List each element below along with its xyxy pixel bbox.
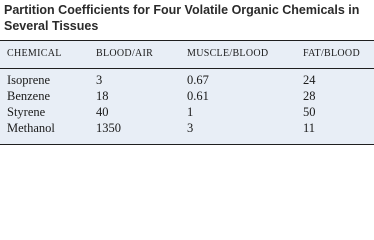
table-row bbox=[0, 104, 374, 120]
column-header-muscle-blood: MUSCLE/BLOOD bbox=[187, 48, 269, 59]
cell-blood-air: 40 bbox=[96, 105, 109, 119]
table-row bbox=[0, 72, 374, 88]
cell-muscle-blood: 0.67 bbox=[187, 73, 209, 87]
table-row bbox=[0, 88, 374, 104]
cell-muscle-blood: 1 bbox=[187, 105, 194, 119]
table-row bbox=[0, 120, 374, 136]
cell-muscle-blood: 3 bbox=[187, 121, 194, 135]
cell-blood-air: 18 bbox=[96, 89, 109, 103]
cell-fat-blood: 28 bbox=[303, 89, 316, 103]
header-rule bbox=[0, 68, 374, 69]
top-rule bbox=[0, 40, 374, 41]
cell-fat-blood: 50 bbox=[303, 105, 316, 119]
cell-chemical: Methanol bbox=[7, 121, 55, 135]
table-body bbox=[0, 72, 374, 136]
data-table bbox=[0, 40, 374, 145]
cell-blood-air: 3 bbox=[96, 73, 103, 87]
cell-fat-blood: 24 bbox=[303, 73, 316, 87]
cell-chemical: Isoprene bbox=[7, 73, 51, 87]
cell-chemical: Styrene bbox=[7, 105, 46, 119]
cell-blood-air: 1350 bbox=[96, 121, 121, 135]
column-header-fat-blood: FAT/BLOOD bbox=[303, 48, 360, 59]
cell-muscle-blood: 0.61 bbox=[187, 89, 209, 103]
cell-fat-blood: 11 bbox=[303, 121, 316, 135]
table-title: Partition Coefficients for Four Volatile Organic Chemicals in Several Tissues bbox=[4, 3, 360, 33]
column-header-chemical: CHEMICAL bbox=[7, 48, 62, 59]
column-header-blood-air: BLOOD/AIR bbox=[96, 48, 154, 59]
bottom-rule bbox=[0, 144, 374, 145]
cell-chemical: Benzene bbox=[7, 89, 51, 103]
